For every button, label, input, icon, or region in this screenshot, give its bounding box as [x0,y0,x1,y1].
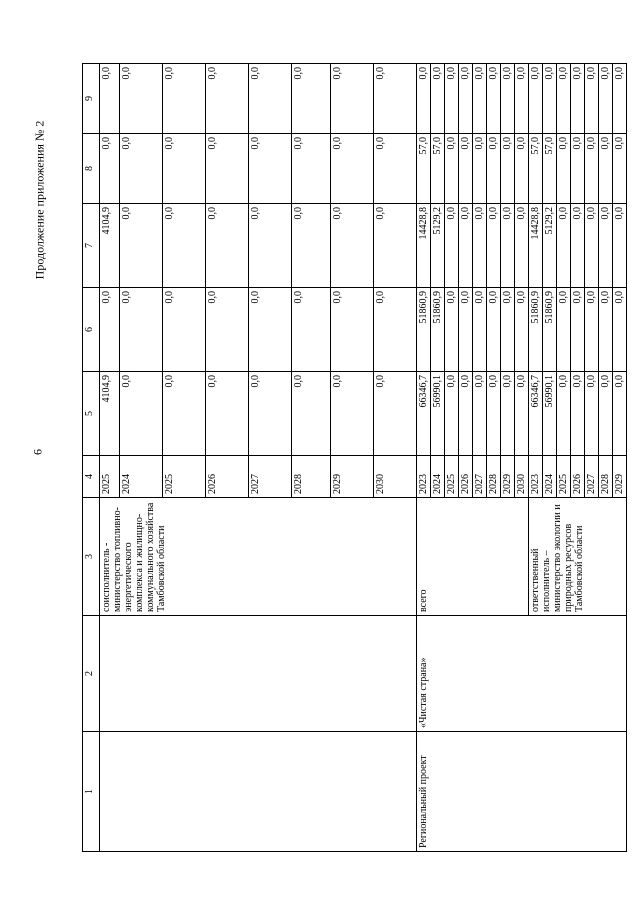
value-cell: 0,0 [515,64,529,134]
value-cell: 66346,7 [417,372,431,456]
value-cell: 0,0 [374,372,417,456]
year-cell: 2027 [473,456,487,498]
value-cell: 0,0 [445,204,459,288]
value-cell: 0,0 [374,134,417,204]
value-cell: 0,0 [599,64,613,134]
value-cell: 0,0 [613,372,627,456]
value-cell: 0,0 [331,204,374,288]
value-cell: 0,0 [557,134,571,204]
header-cell: 3 [83,498,100,616]
year-cell: 2029 [331,456,374,498]
year-cell: 2030 [374,456,417,498]
year-cell: 2027 [585,456,599,498]
value-cell: 0,0 [374,204,417,288]
page-number: 6 [30,449,45,455]
value-cell: 0,0 [163,64,206,134]
year-cell: 2029 [613,456,627,498]
executor-cell: ответственный исполнитель – министерство экологии и природных ресурсов Тамбовской области [529,498,627,616]
value-cell: 0,0 [120,288,163,372]
value-cell: 0,0 [501,204,515,288]
value-cell: 0,0 [557,64,571,134]
year-cell: 2027 [249,456,292,498]
value-cell: 0,0 [249,64,292,134]
value-cell: 0,0 [501,372,515,456]
value-cell: 0,0 [206,204,249,288]
year-cell: 2028 [292,456,331,498]
year-cell: 2026 [571,456,585,498]
value-cell: 0,0 [599,288,613,372]
value-cell: 4104,9 [100,372,120,456]
value-cell: 0,0 [557,204,571,288]
value-cell: 51860,9 [417,288,431,372]
value-cell: 0,0 [292,64,331,134]
year-cell: 2030 [515,456,529,498]
header-cell: 4 [83,456,100,498]
year-cell: 2028 [487,456,501,498]
value-cell: 0,0 [292,288,331,372]
name-cell [100,616,417,732]
table-row [417,64,431,852]
value-cell: 0,0 [120,64,163,134]
value-cell: 0,0 [374,64,417,134]
value-cell: 0,0 [571,288,585,372]
value-cell: 0,0 [487,204,501,288]
value-cell: 0,0 [417,64,431,134]
value-cell: 57,0 [543,134,557,204]
value-cell: 14428,8 [529,204,543,288]
value-cell: 0,0 [459,134,473,204]
value-cell: 51860,9 [431,288,445,372]
value-cell: 0,0 [100,288,120,372]
value-cell: 0,0 [292,372,331,456]
value-cell: 0,0 [515,204,529,288]
value-cell: 0,0 [501,134,515,204]
value-cell: 0,0 [557,372,571,456]
year-cell: 2028 [599,456,613,498]
value-cell: 0,0 [120,204,163,288]
value-cell: 0,0 [431,64,445,134]
value-cell: 56990,1 [431,372,445,456]
year-cell: 2023 [529,456,543,498]
value-cell: 0,0 [473,288,487,372]
value-cell: 0,0 [163,134,206,204]
value-cell: 0,0 [585,134,599,204]
header-cell: 8 [83,134,100,204]
budget-table [82,63,627,852]
value-cell: 0,0 [473,134,487,204]
value-cell: 0,0 [459,372,473,456]
header-cell: 7 [83,204,100,288]
value-cell: 0,0 [571,134,585,204]
value-cell: 0,0 [445,372,459,456]
value-cell: 0,0 [331,64,374,134]
project-type-cell: Региональный проект [417,732,627,852]
year-cell: 2024 [543,456,557,498]
value-cell: 0,0 [249,288,292,372]
value-cell: 14428,8 [417,204,431,288]
value-cell: 0,0 [331,134,374,204]
header-cell: 5 [83,372,100,456]
value-cell: 0,0 [571,64,585,134]
value-cell: 0,0 [487,372,501,456]
header-cell: 9 [83,64,100,134]
value-cell: 0,0 [163,372,206,456]
value-cell: 0,0 [585,288,599,372]
header-cell: 6 [83,288,100,372]
header-cell: 2 [83,616,100,732]
value-cell: 0,0 [206,134,249,204]
year-cell: 2025 [445,456,459,498]
year-cell: 2026 [206,456,249,498]
value-cell: 0,0 [613,64,627,134]
value-cell: 0,0 [571,372,585,456]
value-cell: 0,0 [501,64,515,134]
value-cell: 0,0 [459,204,473,288]
value-cell: 0,0 [585,204,599,288]
value-cell: 51860,9 [543,288,557,372]
value-cell: 0,0 [599,204,613,288]
value-cell: 0,0 [473,372,487,456]
value-cell: 57,0 [417,134,431,204]
year-cell: 2026 [459,456,473,498]
value-cell: 0,0 [163,204,206,288]
value-cell: 0,0 [100,134,120,204]
value-cell: 0,0 [249,134,292,204]
value-cell: 0,0 [206,288,249,372]
value-cell: 51860,9 [529,288,543,372]
value-cell: 66346,7 [529,372,543,456]
value-cell: 0,0 [585,64,599,134]
value-cell: 0,0 [473,64,487,134]
value-cell: 0,0 [599,134,613,204]
header-cell: 1 [83,732,100,852]
year-cell: 2024 [120,456,163,498]
value-cell: 0,0 [501,288,515,372]
value-cell: 0,0 [331,372,374,456]
value-cell: 5129,2 [431,204,445,288]
value-cell: 0,0 [473,204,487,288]
header-row [83,64,100,852]
value-cell: 0,0 [613,134,627,204]
value-cell: 0,0 [599,372,613,456]
value-cell: 0,0 [445,288,459,372]
value-cell: 0,0 [487,64,501,134]
value-cell: 0,0 [374,288,417,372]
year-cell: 2029 [501,456,515,498]
value-cell: 0,0 [543,64,557,134]
value-cell: 0,0 [529,64,543,134]
value-cell: 0,0 [445,134,459,204]
year-cell: 2023 [417,456,431,498]
value-cell: 0,0 [585,372,599,456]
year-cell: 2025 [100,456,120,498]
rotated-table-wrapper [82,64,625,852]
value-cell: 0,0 [487,288,501,372]
value-cell: 0,0 [445,64,459,134]
year-cell: 2025 [163,456,206,498]
project-cell [100,732,417,852]
table-row [100,64,120,852]
value-cell: 0,0 [515,134,529,204]
project-name-cell: «Чистая страна» [417,616,627,732]
value-cell: 0,0 [100,64,120,134]
value-cell: 0,0 [613,288,627,372]
appendix-title: Продолжение приложения № 2 [32,120,47,280]
value-cell: 0,0 [206,372,249,456]
value-cell: 4104,9 [100,204,120,288]
value-cell: 57,0 [529,134,543,204]
executor-cell: соисполнитель - министерство топливно-энергетического комплекса и жилищно-коммунального хозяйства Тамбовской области [100,498,417,616]
value-cell: 0,0 [163,288,206,372]
value-cell: 56990,1 [543,372,557,456]
value-cell: 0,0 [249,372,292,456]
value-cell: 0,0 [571,204,585,288]
value-cell: 0,0 [120,134,163,204]
value-cell: 0,0 [292,204,331,288]
value-cell: 5129,2 [543,204,557,288]
value-cell: 0,0 [459,64,473,134]
year-cell: 2025 [557,456,571,498]
value-cell: 0,0 [120,372,163,456]
executor-cell: всего [417,498,529,616]
value-cell: 57,0 [431,134,445,204]
value-cell: 0,0 [331,288,374,372]
value-cell: 0,0 [206,64,249,134]
value-cell: 0,0 [515,288,529,372]
value-cell: 0,0 [487,134,501,204]
value-cell: 0,0 [459,288,473,372]
value-cell: 0,0 [249,204,292,288]
year-cell: 2024 [431,456,445,498]
value-cell: 0,0 [515,372,529,456]
value-cell: 0,0 [557,288,571,372]
value-cell: 0,0 [613,204,627,288]
value-cell: 0,0 [292,134,331,204]
